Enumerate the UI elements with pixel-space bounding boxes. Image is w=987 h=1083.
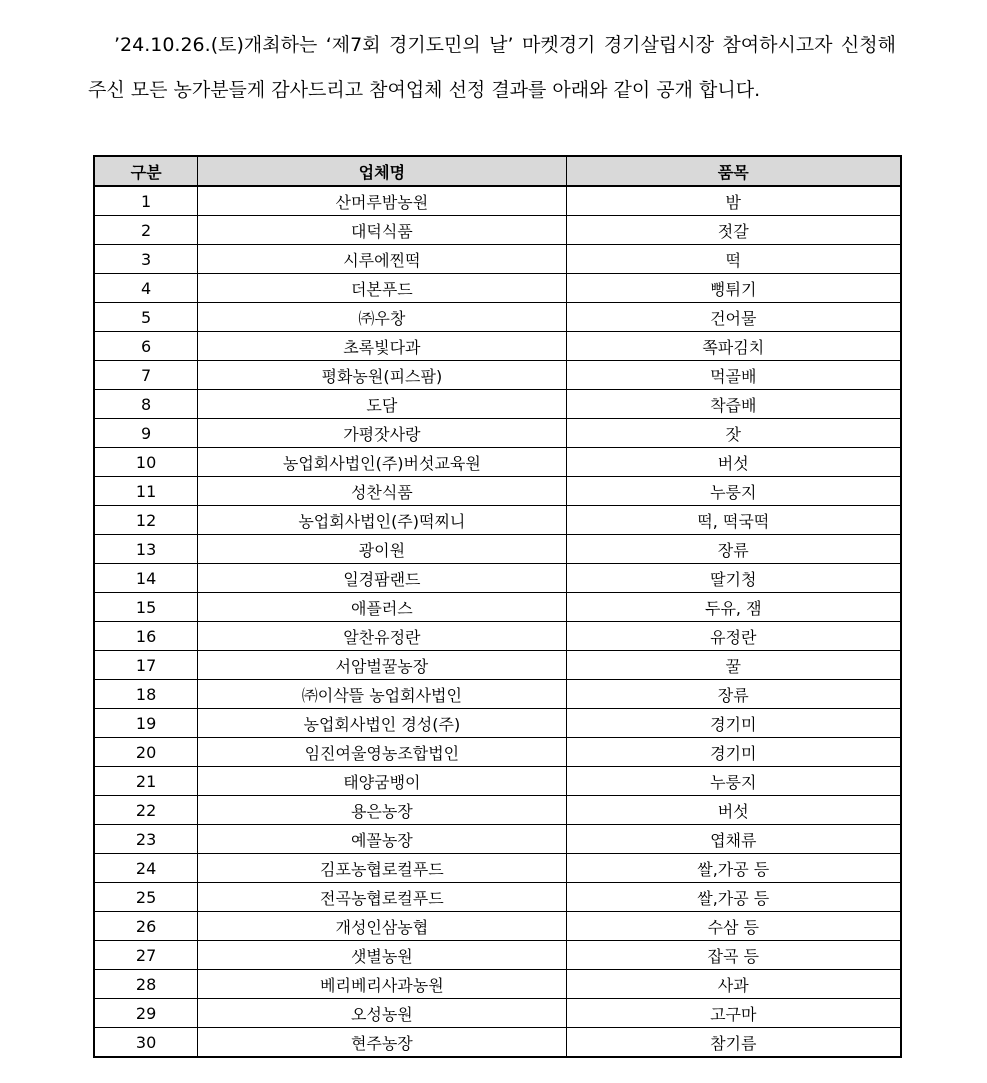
intro-text: ’24.10.26.(토)개최하는 ‘제7회 경기도민의 날’ 마켓경기 경기살립시장 참여하시고자 신청해주신 모든 농가분들게 감사드리고 참여업체 선정 결과를 아래와 같이 공개 합니다.: [88, 34, 896, 101]
item-cell: 수삼 등: [566, 912, 901, 941]
item-cell: 참기름: [566, 1028, 901, 1058]
company-name-cell: 용은농장: [198, 796, 566, 825]
company-name-cell: 도담: [198, 390, 566, 419]
table-row: [94, 535, 901, 564]
company-name-cell: ㈜이삭뜰 농업회사법인: [198, 680, 566, 709]
header-item: 품목: [566, 156, 901, 186]
company-name-cell: 서암벌꿀농장: [198, 651, 566, 680]
item-cell: 경기미: [566, 738, 901, 767]
item-cell: 건어물: [566, 303, 901, 332]
row-number-cell: 18: [94, 680, 198, 709]
row-number-cell: 20: [94, 738, 198, 767]
item-cell: 먹골배: [566, 361, 901, 390]
row-number-cell: 27: [94, 941, 198, 970]
item-cell: 뻥튀기: [566, 274, 901, 303]
table-row: [94, 970, 901, 999]
table-row: [94, 941, 901, 970]
row-number-cell: 17: [94, 651, 198, 680]
row-number-cell: 12: [94, 506, 198, 535]
row-number-cell: 8: [94, 390, 198, 419]
table-row: [94, 245, 901, 274]
selection-results-table: [93, 155, 902, 1058]
table-row: [94, 332, 901, 361]
company-name-cell: 농업회사법인(주)버섯교육원: [198, 448, 566, 477]
row-number-cell: 10: [94, 448, 198, 477]
header-company: 업체명: [198, 156, 566, 186]
item-cell: 고구마: [566, 999, 901, 1028]
company-name-cell: 초록빛다과: [198, 332, 566, 361]
item-cell: 딸기청: [566, 564, 901, 593]
row-number-cell: 26: [94, 912, 198, 941]
item-cell: 떡, 떡국떡: [566, 506, 901, 535]
row-number-cell: 5: [94, 303, 198, 332]
table-row: [94, 303, 901, 332]
item-cell: 장류: [566, 535, 901, 564]
table-row: [94, 622, 901, 651]
table-row: [94, 593, 901, 622]
item-cell: 잣: [566, 419, 901, 448]
company-name-cell: 개성인삼농협: [198, 912, 566, 941]
table-row: [94, 1028, 901, 1058]
item-cell: 버섯: [566, 796, 901, 825]
row-number-cell: 28: [94, 970, 198, 999]
intro-paragraph: [88, 23, 896, 113]
company-name-cell: 태양굼뱅이: [198, 767, 566, 796]
item-cell: 유정란: [566, 622, 901, 651]
table-row: [94, 506, 901, 535]
table-row: [94, 912, 901, 941]
item-cell: 꿀: [566, 651, 901, 680]
item-cell: 엽채류: [566, 825, 901, 854]
table-row: [94, 825, 901, 854]
row-number-cell: 29: [94, 999, 198, 1028]
row-number-cell: 13: [94, 535, 198, 564]
row-number-cell: 6: [94, 332, 198, 361]
table-row: [94, 448, 901, 477]
item-cell: 버섯: [566, 448, 901, 477]
row-number-cell: 22: [94, 796, 198, 825]
table-row: [94, 883, 901, 912]
company-name-cell: 임진여울영농조합법인: [198, 738, 566, 767]
company-name-cell: 샛별농원: [198, 941, 566, 970]
company-name-cell: 현주농장: [198, 1028, 566, 1058]
row-number-cell: 11: [94, 477, 198, 506]
table-row: [94, 651, 901, 680]
company-name-cell: 산머루밤농원: [198, 186, 566, 216]
company-name-cell: 오성농원: [198, 999, 566, 1028]
item-cell: 두유, 잼: [566, 593, 901, 622]
item-cell: 떡: [566, 245, 901, 274]
row-number-cell: 14: [94, 564, 198, 593]
company-name-cell: 가평잣사랑: [198, 419, 566, 448]
row-number-cell: 16: [94, 622, 198, 651]
row-number-cell: 4: [94, 274, 198, 303]
item-cell: 잡곡 등: [566, 941, 901, 970]
item-cell: 젓갈: [566, 216, 901, 245]
company-name-cell: ㈜우창: [198, 303, 566, 332]
company-name-cell: 농업회사법인 경성(주): [198, 709, 566, 738]
company-name-cell: 애플러스: [198, 593, 566, 622]
item-cell: 밤: [566, 186, 901, 216]
table-row: [94, 419, 901, 448]
table-row: [94, 186, 901, 216]
table-body: [94, 186, 901, 1057]
table-row: [94, 999, 901, 1028]
row-number-cell: 2: [94, 216, 198, 245]
row-number-cell: 15: [94, 593, 198, 622]
row-number-cell: 3: [94, 245, 198, 274]
item-cell: 쌀,가공 등: [566, 883, 901, 912]
table-row: [94, 767, 901, 796]
item-cell: 누룽지: [566, 767, 901, 796]
company-name-cell: 알찬유정란: [198, 622, 566, 651]
table-row: [94, 796, 901, 825]
item-cell: 누룽지: [566, 477, 901, 506]
header-number: 구분: [94, 156, 198, 186]
table-row: [94, 477, 901, 506]
company-name-cell: 김포농협로컬푸드: [198, 854, 566, 883]
table-row: [94, 564, 901, 593]
company-name-cell: 더본푸드: [198, 274, 566, 303]
company-name-cell: 예꼴농장: [198, 825, 566, 854]
row-number-cell: 7: [94, 361, 198, 390]
company-name-cell: 평화농원(피스팜): [198, 361, 566, 390]
company-name-cell: 베리베리사과농원: [198, 970, 566, 999]
item-cell: 쌀,가공 등: [566, 854, 901, 883]
row-number-cell: 19: [94, 709, 198, 738]
row-number-cell: 30: [94, 1028, 198, 1058]
row-number-cell: 24: [94, 854, 198, 883]
row-number-cell: 21: [94, 767, 198, 796]
item-cell: 쪽파김치: [566, 332, 901, 361]
table-row: [94, 680, 901, 709]
table-row: [94, 216, 901, 245]
row-number-cell: 23: [94, 825, 198, 854]
row-number-cell: 9: [94, 419, 198, 448]
table-row: [94, 361, 901, 390]
company-name-cell: 농업회사법인(주)떡찌니: [198, 506, 566, 535]
row-number-cell: 1: [94, 186, 198, 216]
row-number-cell: 25: [94, 883, 198, 912]
item-cell: 장류: [566, 680, 901, 709]
table-row: [94, 738, 901, 767]
item-cell: 경기미: [566, 709, 901, 738]
table-row: [94, 390, 901, 419]
company-name-cell: 대덕식품: [198, 216, 566, 245]
company-name-cell: 시루에찐떡: [198, 245, 566, 274]
table-row: [94, 709, 901, 738]
table-row: [94, 854, 901, 883]
company-name-cell: 성찬식품: [198, 477, 566, 506]
item-cell: 착즙배: [566, 390, 901, 419]
item-cell: 사과: [566, 970, 901, 999]
company-name-cell: 일경팜랜드: [198, 564, 566, 593]
table-row: [94, 274, 901, 303]
company-name-cell: 전곡농협로컬푸드: [198, 883, 566, 912]
company-name-cell: 광이원: [198, 535, 566, 564]
table-header-row: [94, 156, 901, 186]
